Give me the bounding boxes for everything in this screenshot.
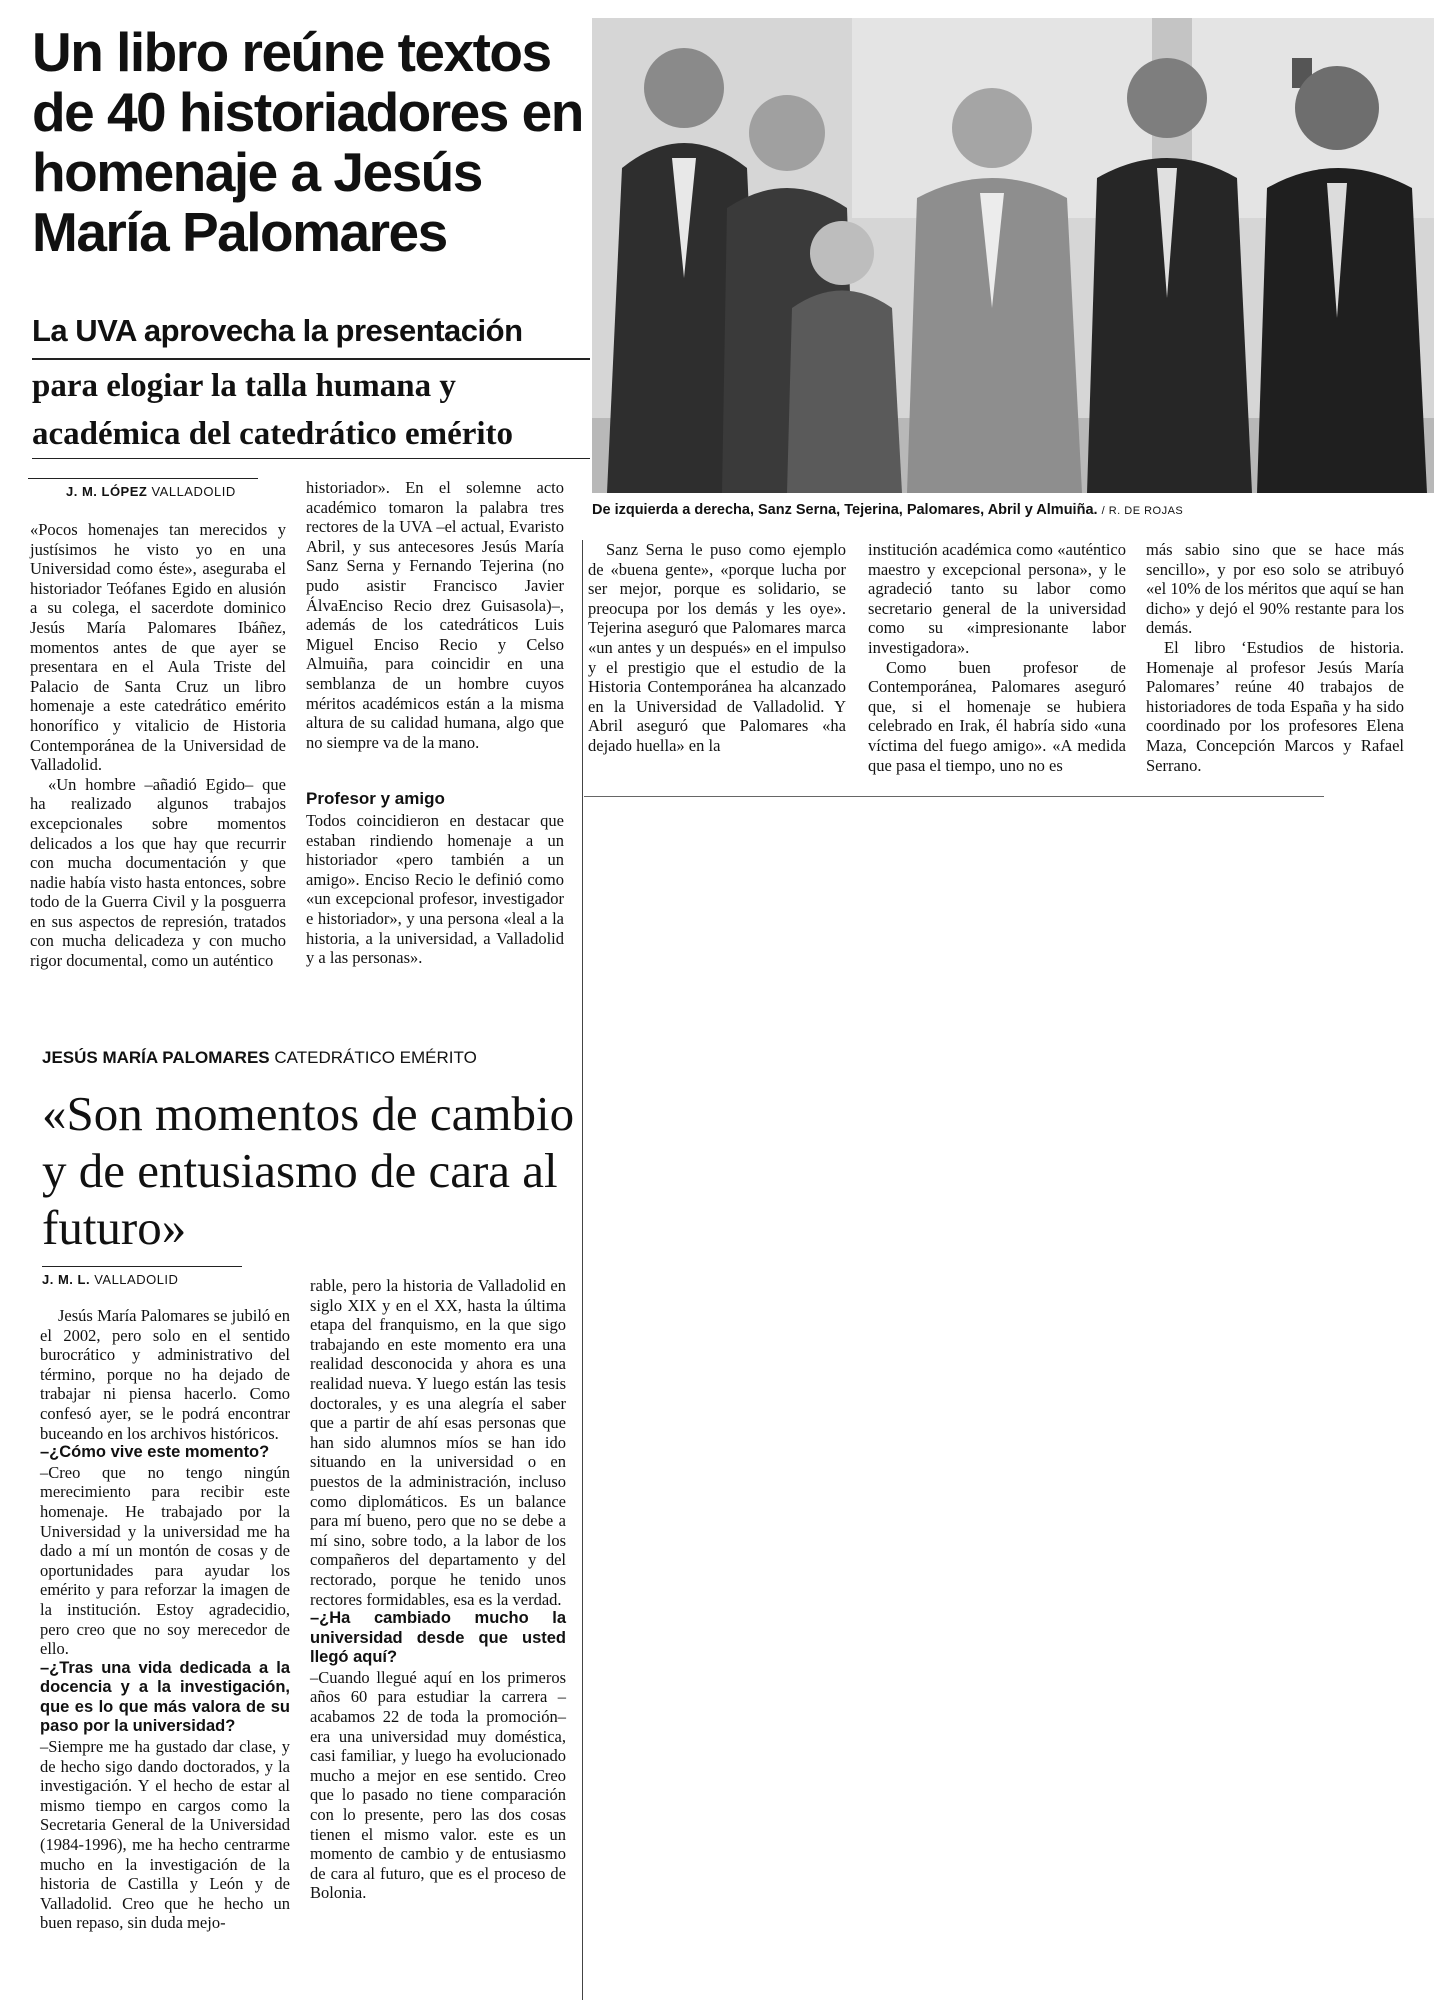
interview-column-1 bbox=[40, 1306, 290, 1933]
subheadline-bold: La UVA aprovecha la presentación bbox=[32, 313, 523, 348]
photo-caption-text: De izquierda a derecha, Sanz Serna, Tejerina, Palomares, Abril y Almuiña. bbox=[592, 502, 1098, 518]
article-paragraph: Todos coincidieron en destacar que estaban rindiendo homenaje a un historiador «pero también a un amigo». Enciso Recio le definió como «un excepcional profesor, investigador e historiador», y una persona «leal a la historia, a la universidad, a Valladolid y a las personas». bbox=[306, 811, 564, 968]
interview-byline-rule bbox=[42, 1266, 242, 1267]
article-paragraph: más sabio sino que se hace más sencillo», y por eso solo se atribuyó «el 10% de los méritos que aquí se han dicho» y dejó el 90% restante para los demás. bbox=[1146, 540, 1404, 638]
byline bbox=[66, 484, 236, 499]
article-paragraph: institución académica como «auténtico maestro y excepcional persona», y le agradeció tanto su labor como secretario general de la universidad como su «impresionante labor investigadora». bbox=[868, 540, 1126, 657]
article-column-5 bbox=[1146, 540, 1404, 775]
article-column-3 bbox=[588, 540, 846, 756]
article-paragraph: El libro ‘Estudios de historia. Homenaje al profesor Jesús María Palomares’ reúne 40 trabajos de historiadores de toda España y ha sido coordinado por los profesores Elena Maza, Concepción Marcos y Rafael Serrano. bbox=[1146, 637, 1404, 775]
article-paragraph: historiador». En el solemne acto académico tomaron la palabra tres rectores de la UVA –el actual, Evaristo Abril, y sus antecesores Jesús María Sanz Serna y Fernando Tejerina (no pudo asistir Francisco Javier ÁlvaEnciso Recio drez Guisasola)–, además de los catedráticos Luis Miguel Enciso Recio y Celso Almuiña, para coincidir en una semblanza de un hombre cuyos méritos académicos están a la misma altura de su calidad humana, algo que no siempre va de la mano. bbox=[306, 478, 564, 752]
group-photo bbox=[592, 18, 1434, 493]
interview-intro: Jesús María Palomares se jubiló en el 2002, pero solo en el sentido burocrático y administrativo del término, porque no ha dejado de trabajar ni piensa hacerlo. Como confesó ayer, se le podrá encontrar buceando en los archivos históricos. bbox=[40, 1306, 290, 1443]
article-paragraph: Sanz Serna le puso como ejemplo de «buena gente», «porque lucha por ser mejor, porque es solidario, se preocupa por los demás y les oye». Tejerina aseguró que Palomares marca «un antes y un después» en el impulso y el prestigio que el estudio de la Historia Contemporánea ha alcanzado en la Universidad de Valladolid. Y Abril aseguró que Palomares «ha dejado huella» en la bbox=[588, 540, 846, 755]
byline-rule bbox=[28, 478, 258, 479]
article-column-2 bbox=[306, 478, 564, 752]
interview-byline bbox=[42, 1272, 178, 1287]
photo-caption bbox=[592, 502, 1434, 518]
article-column-1 bbox=[30, 520, 286, 971]
interview-byline-author: J. M. L. bbox=[42, 1272, 91, 1287]
column-separator bbox=[582, 540, 583, 2000]
headline: Un libro reúne textos de 40 historiadores en homenaje a Jesús María Palomares bbox=[32, 21, 583, 263]
interview-kicker bbox=[42, 1048, 602, 1068]
article-end-rule bbox=[584, 796, 1324, 797]
byline-place: VALLADOLID bbox=[151, 484, 236, 499]
article-column-4 bbox=[868, 540, 1126, 775]
article-paragraph: «Un hombre –añadió Egido– que ha realizado algunos trabajos excepcionales sobre momentos delicados a los que hay que recurrir con mucha documentación y que nadie había visto hasta entonces, sobre todo de la Guerra Civil y la posguerra en sus aspectos de represión, tratados con mucha delicadeza y con mucho rigor documental, como un auténtico bbox=[30, 774, 286, 971]
interview-answer: –Creo que no tengo ningún merecimiento para recibir este homenaje. He trabajado por la Universidad y la universidad me ha dado a mí un montón de cosas y de oportunidades para ayudar los emérito y para reforzar la imagen de la institución. Estoy agradecidio, pero creo que no soy merecedor de ello. bbox=[40, 1462, 290, 1659]
interview-subject: JESÚS MARÍA PALOMARES bbox=[42, 1048, 270, 1067]
photo-credit: / R. DE ROJAS bbox=[1101, 505, 1184, 517]
interview-question: –¿Ha cambiado mucho la universidad desde que usted llegó aquí? bbox=[310, 1609, 566, 1667]
article-paragraph: Como buen profesor de Contemporánea, Palomares aseguró que, si el homenaje se hubiera celebrado en Irak, él habría sido «una víctima del fuego amigo». «A medida que pasa el tiempo, uno no es bbox=[868, 657, 1126, 775]
article-column-2b bbox=[306, 811, 564, 968]
interview-subject-role: CATEDRÁTICO EMÉRITO bbox=[274, 1048, 477, 1067]
section-heading: Profesor y amigo bbox=[306, 789, 445, 808]
subhead-rule bbox=[32, 358, 590, 360]
interview-byline-place: VALLADOLID bbox=[94, 1272, 179, 1287]
interview-title: «Son momentos de cambio y de entusiasmo de cara al futuro» bbox=[42, 1086, 575, 1255]
interview-answer: –Cuando llegué aquí en los primeros años 60 para estudiar la carrera –acabamos 22 de toda la promoción– era una universidad muy doméstica, casi familiar, y luego ha evolucionado mucho a mejor en ese sentido. Creo que lo pasado no tiene comparación con lo presente, pero las dos cosas tienen el mismo valor. este es un momento de cambio y de entusiasmo de cara al futuro, que es el proceso de Bolonia. bbox=[310, 1667, 566, 1903]
byline-author: J. M. LÓPEZ bbox=[66, 484, 148, 499]
group-photo-illustration bbox=[592, 18, 1434, 493]
interview-column-2 bbox=[310, 1276, 566, 1903]
subhead-rule-bottom bbox=[32, 458, 590, 459]
interview-question: –¿Tras una vida dedicada a la docencia y a la investigación, que es lo que más valora de su paso por la universidad? bbox=[40, 1658, 290, 1736]
subheadline: para elogiar la talla humana y académica del catedrático emérito bbox=[32, 368, 514, 452]
interview-answer: rable, pero la historia de Valladolid en siglo XIX y en el XX, hasta la última etapa del franquismo, en la que sigo trabajando en este momento era una realidad desconocida y ahora es una realidad nueva. Y luego están las tesis doctorales, y es una alegría el saber que a partir de ahí esas personas que han sido alumnos míos se han ido situando en la universidad o en puestos de la administración, incluso como diplomáticos. Es un balance para mí bueno, pero que no se debe a mí sino, sobre todo, a la labor de los compañeros del departamento y del rectorado, porque he tenido unos rectores formidables, esa es la verdad. bbox=[310, 1276, 566, 1609]
article-paragraph: «Pocos homenajes tan merecidos y justísimos he visto yo en una Universidad como éste», aseguraba el historiador Teófanes Egido en alusión a su colega, el sacerdote dominico Jesús María Palomares Ibáñez, momentos antes de que ayer se presentara en el Aula Triste del Palacio de Santa Cruz un libro homenaje a este catedrático emérito honorífico y vitalicio de Historia Contemporánea de la Universidad de Valladolid. bbox=[30, 520, 286, 775]
interview-answer: –Siempre me ha gustado dar clase, y de hecho sigo dando doctorados, y la investigación. Y el hecho de estar al mismo tiempo en cargos como la Secretaria General de la Universidad (1984-1996), me ha hecho centrarme mucho en la investigación de la historia de Castilla y León y de Valladolid. Creo que he hecho un buen repaso, sin duda mejo- bbox=[40, 1737, 290, 1933]
interview-question: –¿Cómo vive este momento? bbox=[40, 1443, 270, 1462]
